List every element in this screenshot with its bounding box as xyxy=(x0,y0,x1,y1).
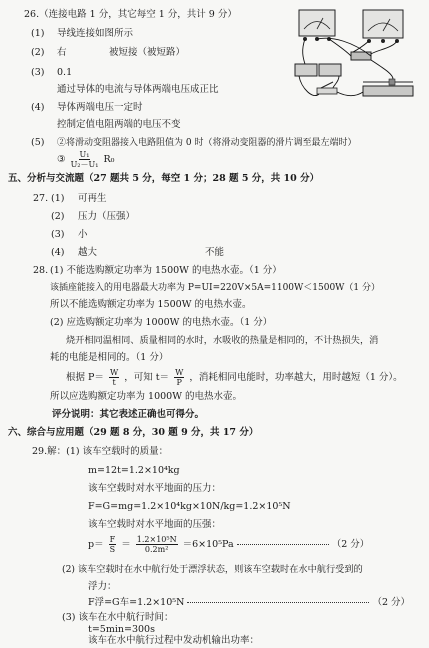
text-run: 根据 P＝ xyxy=(66,372,104,384)
fraction xyxy=(109,535,117,554)
q29-force: F=G=mg=1.2×10⁴kg×10N/kg=1.2×10⁵N xyxy=(88,501,291,512)
fraction-denominator: 0.2m² xyxy=(144,545,169,555)
q28-2-b: 烧开相同温相同、质量相同的水时，水吸收的热量是相同的，不计热损失，消 xyxy=(66,335,379,346)
switch-icon xyxy=(317,82,337,94)
fraction-denominator: P xyxy=(176,378,182,388)
q29-force-header: 该车空载时对水平地面的压力： xyxy=(88,483,222,494)
fraction-denominator: U₂－U₁ xyxy=(70,160,99,170)
score: （2 分） xyxy=(372,597,411,608)
text-run: ＝ xyxy=(121,539,131,551)
section-5-title: 五、分析与交流题（27 题共 5 分，每空 1 分；28 题 5 分，共 10 分） xyxy=(8,173,320,184)
q27-2-number: (2) xyxy=(51,211,65,222)
fraction-numerator: W xyxy=(109,368,119,377)
q27-2-answer: 压力（压强） xyxy=(78,211,136,222)
q27-1-answer: 可再生 xyxy=(78,193,107,204)
q28-1-c: 所以不能选购额定功率为 1500W 的电热水壶。 xyxy=(50,299,252,310)
q26-5-answer-a: ②将滑动变阻器接入电路阻值为 0 时（将滑动变阻器的滑片调至最左端时） xyxy=(57,138,357,148)
q28-2: (2) 应选购额定功率为 1000W 的电热水壶。（1 分） xyxy=(50,317,273,328)
leader-dots xyxy=(237,544,329,545)
q29-mass: m=12t=1.2×10⁴kg xyxy=(88,465,180,476)
q26-2-number: (2) xyxy=(31,47,45,58)
ammeter-icon xyxy=(299,10,335,41)
circuit-diagram xyxy=(293,6,419,106)
fraction-numerator: U₁ xyxy=(79,150,90,159)
q29-3-header: (3) 该车在水中航行时间： xyxy=(62,612,174,623)
q29-header: 29.解：(1) 该车空载时的质量： xyxy=(32,446,169,457)
voltmeter-icon xyxy=(363,10,403,43)
q26-4-answer-b: 控制定值电阻两端的电压不变 xyxy=(57,119,181,130)
q29-pressure-header: 该车空载时对水平地面的压强： xyxy=(88,519,222,530)
fraction xyxy=(174,368,184,387)
q27-1-number: (1) xyxy=(51,193,65,204)
text-run: p＝ xyxy=(88,539,104,551)
q26-1-number: (1) xyxy=(31,28,45,39)
scoring-note: 评分说明：其它表述正确也可得分。 xyxy=(52,409,205,420)
q27-3-number: (3) xyxy=(51,229,65,240)
fraction-denominator: t xyxy=(112,378,116,388)
text-run: ，可知 t＝ xyxy=(124,372,170,384)
q27-3-answer: 小 xyxy=(78,229,88,240)
q29-pressure xyxy=(88,535,369,554)
fraction xyxy=(109,368,119,387)
q29-3-b: 该车在水中航行过程中发动机输出功率： xyxy=(88,635,260,646)
battery-icon xyxy=(295,64,341,76)
rheostat-icon xyxy=(363,79,413,96)
q29-2-header-2: 浮力： xyxy=(88,581,117,592)
q26-5-number: (5) xyxy=(31,137,45,148)
q26-5-b-tail: R₀ xyxy=(103,154,115,166)
q29-buoyancy xyxy=(88,598,410,609)
q26-3-number: (3) xyxy=(31,67,45,78)
q27-number: 27. xyxy=(33,193,49,204)
q28-1-b: 该插座能接入的用电器最大功率为 P=UI=220V×5A=1100W＜1500W（1 分） xyxy=(50,283,381,293)
q26-5-answer-b xyxy=(57,150,114,169)
q28-1: (1) 不能选购额定功率为 1500W 的电热水壶。（1 分） xyxy=(50,265,282,276)
q26-header: 26.（连接电路 1 分，其它每空 1 分，共计 9 分） xyxy=(24,9,237,20)
q28-2-c: 耗的电能是相同的。（1 分） xyxy=(50,352,169,363)
fraction xyxy=(136,535,178,554)
q28-2-e: 所以应选购额定功率为 1000W 的电热水壶。 xyxy=(50,391,242,402)
q26-5-b-label: ③ xyxy=(57,154,66,166)
fraction-numerator: W xyxy=(175,368,184,377)
fraction-denominator: S xyxy=(109,545,116,555)
q26-3-answer-a: 0.1 xyxy=(57,67,73,78)
q29-2-header: (2) 该车空载时在水中航行处于漂浮状态，则该车空载时在水中航行受到的 xyxy=(62,564,363,575)
q27-4-answer-a: 越大 xyxy=(78,247,98,258)
q28-number: 28. xyxy=(33,265,49,276)
q29-time: t=5min=300s xyxy=(88,624,155,635)
q28-2-d xyxy=(66,368,403,387)
fraction xyxy=(71,150,99,169)
text-run: F浮=G车=1.2×10⁵N xyxy=(88,597,185,608)
q27-4-number: (4) xyxy=(51,247,65,258)
q27-4-answer-b: 不能 xyxy=(205,247,225,258)
score: （2 分） xyxy=(331,539,370,551)
fraction-numerator: F xyxy=(109,535,116,544)
q26-3-answer-b: 通过导体的电流与导体两端电压成正比 xyxy=(57,84,219,95)
fraction-numerator: 1.2×10⁵N xyxy=(136,535,177,544)
text-run: ＝6×10⁵Pa xyxy=(182,539,234,551)
q26-2-answer-b: 被短接（被短路） xyxy=(109,47,186,58)
q26-1-answer: 导线连接如图所示 xyxy=(57,28,134,39)
section-6-title: 六、综合与应用题（29 题 8 分，30 题 9 分，共 17 分） xyxy=(8,427,259,438)
leader-dots xyxy=(187,602,369,603)
q26-4-answer-a: 导体两端电压一定时 xyxy=(57,102,143,113)
q26-2-answer-a: 右 xyxy=(57,47,67,58)
text-run: ，消耗相同电能时，功率越大，用时越短（1 分）。 xyxy=(189,372,403,384)
q26-4-number: (4) xyxy=(31,102,45,113)
